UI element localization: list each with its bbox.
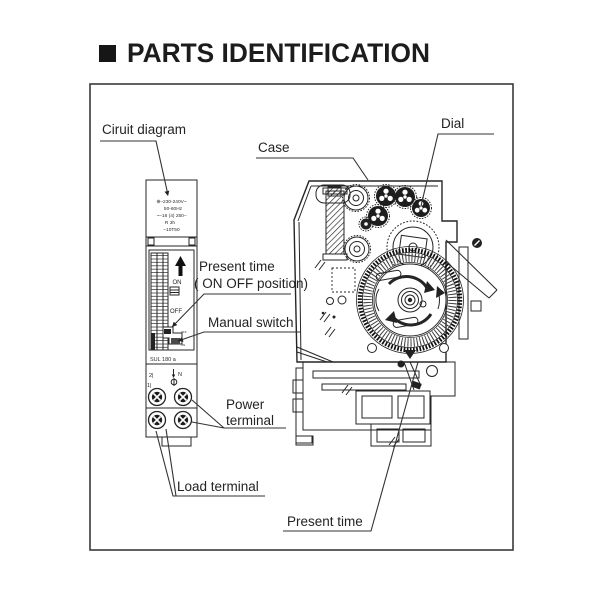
plate-hole [327, 298, 334, 305]
label-case: Case [258, 140, 290, 155]
label-dial: Dial [441, 116, 465, 131]
load-terminal-screw-2 [149, 389, 166, 406]
title-bullet-square-icon [99, 45, 116, 62]
page-title: PARTS IDENTIFICATION [127, 38, 430, 68]
label-manual-switch: Manual switch [208, 315, 294, 330]
motor-coil [323, 188, 347, 260]
ring-gear-bottom [344, 236, 371, 263]
switch-off-label: OFF [181, 330, 187, 334]
clock-symbol-icon [170, 287, 179, 295]
present-time-pointer [404, 350, 416, 359]
label-circuit-diagram: Ciruit diagram [102, 122, 187, 137]
plate-hole [338, 296, 346, 304]
rating-line-4: R 3h [164, 221, 176, 226]
mode-on-label: ON [172, 280, 182, 286]
mode-off-label: OFF [170, 309, 182, 315]
switch-on-label: ON [181, 343, 186, 347]
segment-strip-marker [151, 333, 155, 350]
leader-arrowhead [165, 191, 170, 196]
rating-line-2: 50-60Hz [163, 207, 183, 212]
plate-hole [368, 344, 377, 353]
release-lever [313, 371, 419, 378]
gear-train-cluster [367, 185, 432, 228]
top-bracket-pad [328, 187, 341, 196]
timer-internal-view [293, 181, 497, 447]
power-terminal-screw-l [175, 412, 192, 429]
title-block [99, 38, 430, 68]
power-terminal-screw-n [175, 389, 192, 406]
neutral-arrow-icon [172, 369, 175, 378]
leader-manual-switch [178, 332, 301, 341]
plate-hole [440, 344, 449, 353]
up-arrow-icon [175, 256, 186, 276]
leader-dial [421, 134, 494, 206]
bottom-tab [162, 437, 191, 446]
terminal-2-label: 2| [149, 373, 154, 379]
side-flap [446, 238, 497, 339]
load-terminal-screw-1 [149, 412, 166, 429]
rating-line-3: ~–16 (4) 250– [156, 214, 187, 219]
label-present-time: Present time [287, 514, 363, 529]
label-present-time-position-1: Present time [199, 259, 275, 274]
terminal-1-label: 1| [147, 383, 152, 389]
label-power-terminal-1: Power [226, 397, 265, 412]
circuit-diagram-area [156, 199, 186, 233]
rating-line-1: ⊕–230-240V~ [156, 200, 187, 205]
din-rail-clip-assembly [293, 361, 455, 447]
timer-front-view [146, 180, 197, 446]
label-present-time-position-2: ( ON OFF position) [194, 276, 309, 291]
phase-symbol-icon [171, 378, 177, 386]
model-label: SUL 180 a [150, 357, 176, 363]
terminal-n-label: N [178, 372, 182, 378]
label-power-terminal-2: terminal [226, 413, 275, 428]
leader-case [256, 158, 368, 180]
leader-circuit-diagram [100, 141, 168, 195]
plate-window [332, 268, 355, 292]
label-load-terminal: Load terminal [177, 479, 259, 494]
rating-line-5: –10T50 [163, 228, 180, 233]
